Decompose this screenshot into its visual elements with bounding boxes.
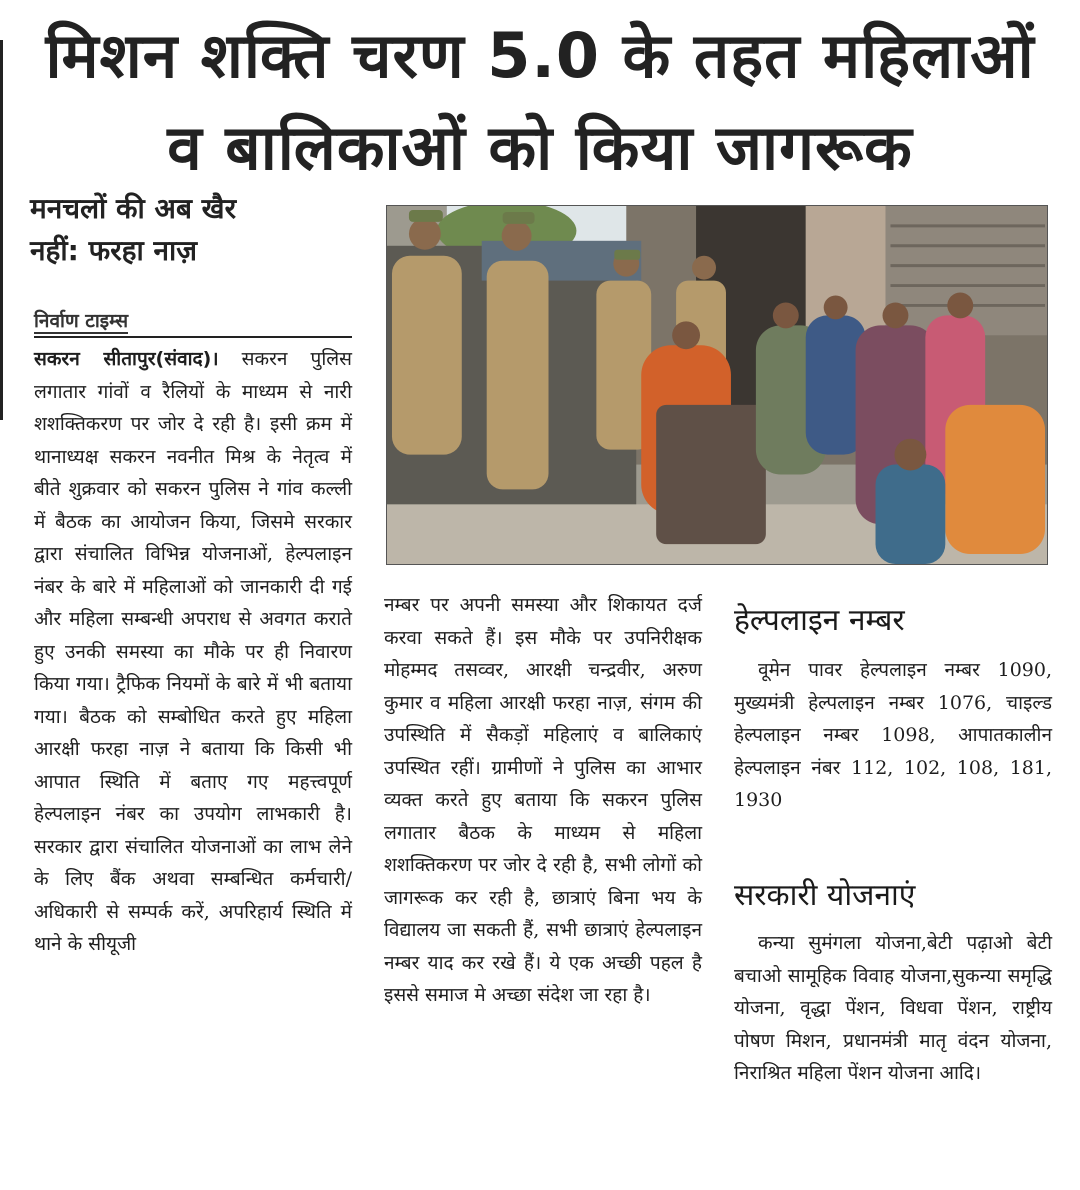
byline-text: निर्वाण टाइम्स: [34, 310, 129, 332]
news-photo: [386, 205, 1048, 565]
subheadline-line-2: नहीं: फरहा नाज़: [30, 234, 198, 267]
article-body-2: नम्बर पर अपनी समस्या और शिकायत दर्ज करवा सकते हैं। इस मौके पर उपनिरीक्षक मोहम्मद तसव्वर, आरक्षी चन्द्रवीर, अरुण कुमार व महिला आरक्षी फरहा नाज़, संगम की उपस्थिति में सैकड़ों महिलाएं व बालिकाएं उपस्थित रहीं। ग्रामीणों ने पुलिस का आभार व्यक्त करते हुए बताया कि सकरन पुलिस लगातार बैठक के माध्यम से महिला शशक्तिकरण पर जोर दे रही है, सभी लोगों को जागरूक कर रही है, छात्राएं बिना भय के विद्यालय जा सकती हैं, सभी छात्राएं हेल्पलाइन नम्बर याद कर रखे हैं। ये एक अच्छी पहल है इससे समाज मे अच्छा संदेश जा रहा है।: [384, 594, 702, 1006]
helpline-body: वूमेन पावर हेल्पलाइन नम्बर 1090, मुख्यमंत्री हेल्पलाइन नम्बर 1076, चाइल्ड हेल्पलाइन नम्बर 1098, आपातकालीन हेल्पलाइन नंबर 112, 102, 108, 181, 1930: [734, 659, 1052, 811]
helpline-heading: हेल्पलाइन नम्बर: [734, 603, 905, 638]
schemes-heading: सरकारी योजनाएं: [734, 878, 916, 913]
column-rule: [0, 40, 3, 420]
headline-line-1: मिशन शक्ति चरण 5.0 के तहत महिलाओं: [45, 19, 1035, 92]
article-column-2: [384, 589, 702, 1012]
article-column-1: [34, 343, 352, 961]
article-body-1: सकरन पुलिस लगातार गांवों व रैलियों के माध्यम से नारी शशक्तिकरण पर जोर दे रही है। इसी क्रम में थानाध्यक्ष सकरन नवनीत मिश्र के नेतृत्व में बीते शुक्रवार को सकरन पुलिस ने गांव कल्ली में बैठक का आयोजन किया, जिसमे सरकार द्वारा संचालित विभिन्न योजनाओं, हेल्पलाइन नंबर के बारे में महिलाओं को जानकारी दी गई और महिला सम्बन्धी अपराध से अवगत कराते हुए उनकी समस्या का मौके पर ही निवारण किया गया। ट्रैफिक नियमों के बारे में भी बताया गया। बैठक को सम्बोधित करते हुए महिला आरक्षी फरहा नाज़ ने बताया कि किसी भी आपात स्थिति में बताए गए महत्त्वपूर्ण हेल्पलाइन नंबर का उपयोग लाभकारी है। सरकार द्वारा संचालित योजनाओं का लाभ लेने के लिए बैंक अथवा सम्बन्धित कर्मचारी/ अधिकारी से सम्पर्क करें, अपरिहार्य स्थिति में थाने के सीयूजी: [34, 348, 352, 955]
article-dateline: सकरन सीतापुर(संवाद)।: [34, 348, 219, 370]
byline: [34, 306, 352, 338]
schemes-body: कन्या सुमंगला योजना,बेटी पढ़ाओ बेटी बचाओ सामूहिक विवाह योजना,सुकन्या समृद्धि योजना, वृद्धा पेंशन, विधवा पेंशन, राष्ट्रीय पोषण मिशन, प्रधानमंत्री मातृ वंदन योजना, निराश्रित महिला पेंशन योजना आदि।: [734, 932, 1052, 1084]
headline-line-2: व बालिकाओं को किया जागरूक: [167, 111, 913, 184]
subheadline-line-1: मनचलों की अब खैर: [30, 192, 237, 225]
photo-illustration: [387, 206, 1047, 564]
headline: [20, 10, 1060, 194]
subheadline: [30, 188, 370, 272]
